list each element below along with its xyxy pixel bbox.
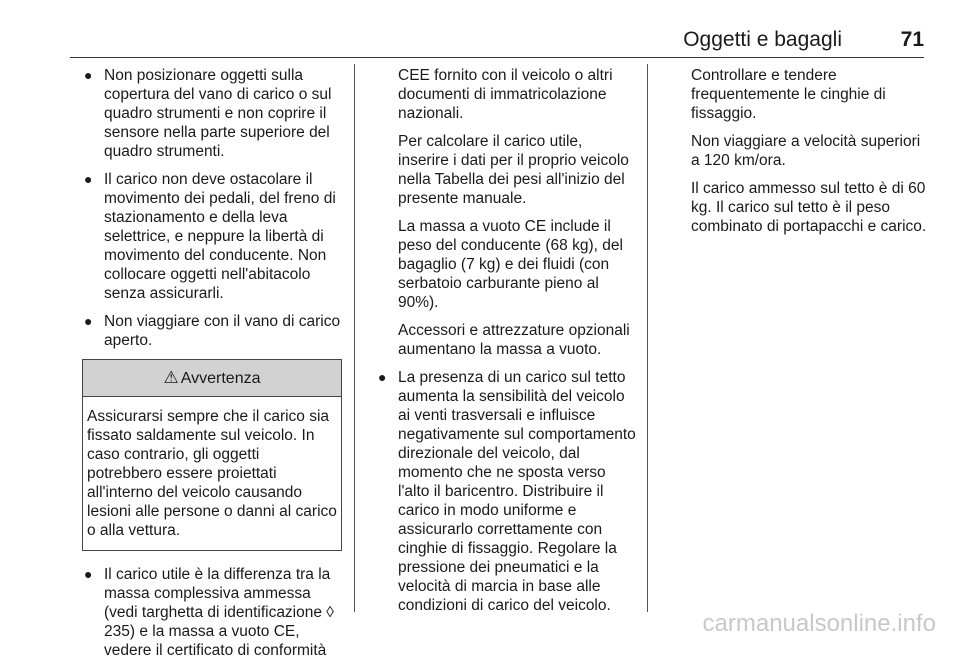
section-title: Oggetti e bagagli [683,28,842,51]
page-header [70,26,924,58]
column-1 [82,66,342,669]
bullet-icon: ● [84,566,93,582]
warning-box [82,359,342,551]
list-item [82,170,342,303]
warning-body: Assicurarsi sempre che il carico sia fissato saldamente sul veicolo. In caso contrario, gli oggetti potrebbero essere proiettati all'interno del veicolo causando lesioni alle persone o danni al carico o alla vettura. [87,408,337,539]
header-rule [70,57,924,58]
column-divider [354,64,355,612]
column-divider [647,64,648,612]
column-2 [378,66,636,624]
list-item-text: Il carico utile è la differenza tra la massa complessiva ammessa (vedi targhetta di identificazione ◊ 235) e la massa a vuoto CE, vedere il certificato di conformità [104,566,334,659]
warning-triangle-icon: ⚠ [163,368,179,387]
list-item-text: La presenza di un carico sul tetto aumenta la sensibilità del veicolo ai venti trasversali e influisce negativamente sul comportamento direzionale del veicolo, dal momento che ne sposta verso l'alto il baricentro. Distribuire il carico in modo uniforme e assicurarlo correttamente con cinghie di fissaggio. Regolare la pressione dei pneumatici e la velocità di marcia in base alle condizioni di carico del veicolo. [398,369,636,614]
bullet-icon: ● [378,369,387,385]
paragraph: La massa a vuoto CE include il peso del conducente (68 kg), del bagaglio (7 kg) e dei fluidi (con serbatoio carburante pieno al 90%). [398,218,623,311]
warning-header [83,360,341,397]
paragraph: Accessori e attrezzature opzionali aumentano la massa a vuoto. [398,322,630,358]
paragraph: CEE fornito con il veicolo o altri documenti di immatricolazione nazionali. [398,67,613,122]
paragraph: Il carico ammesso sul tetto è di 60 kg. Il carico sul tetto è il peso combinato di portapacchi e carico. [691,180,927,235]
list-item-text: Non viaggiare con il vano di carico aperto. [104,313,341,349]
bullet-icon: ● [84,171,93,187]
paragraph: Non viaggiare a velocità superiori a 120 km/ora. [691,133,921,169]
page-number: 71 [900,28,924,51]
list-item-text: Non posizionare oggetti sulla copertura del vano di carico o sul quadro strumenti e non coprire il sensore nella parte superiore del quadro strumenti. [104,67,332,160]
column-3 [691,66,929,245]
list-item [376,368,636,615]
list-item [82,312,342,350]
paragraph: Controllare e tendere frequentemente le cinghie di fissaggio. [691,67,886,122]
bullet-icon: ● [84,313,93,329]
watermark: carmanualsonline.info [702,610,936,637]
list-item [82,66,342,161]
bullet-icon: ● [84,67,93,83]
list-item-text: Il carico non deve ostacolare il movimento dei pedali, del freno di stazionamento e della leva selettrice, e neppure la libertà di movimento del conducente. Non collocare oggetti nell'abitacolo senza assicurarli. [104,171,336,302]
paragraph: Per calcolare il carico utile, inserire i dati per il proprio veicolo nella Tabella dei pesi all'inizio del presente manuale. [398,133,629,207]
list-item [82,565,342,660]
warning-title: Avvertenza [180,370,261,387]
